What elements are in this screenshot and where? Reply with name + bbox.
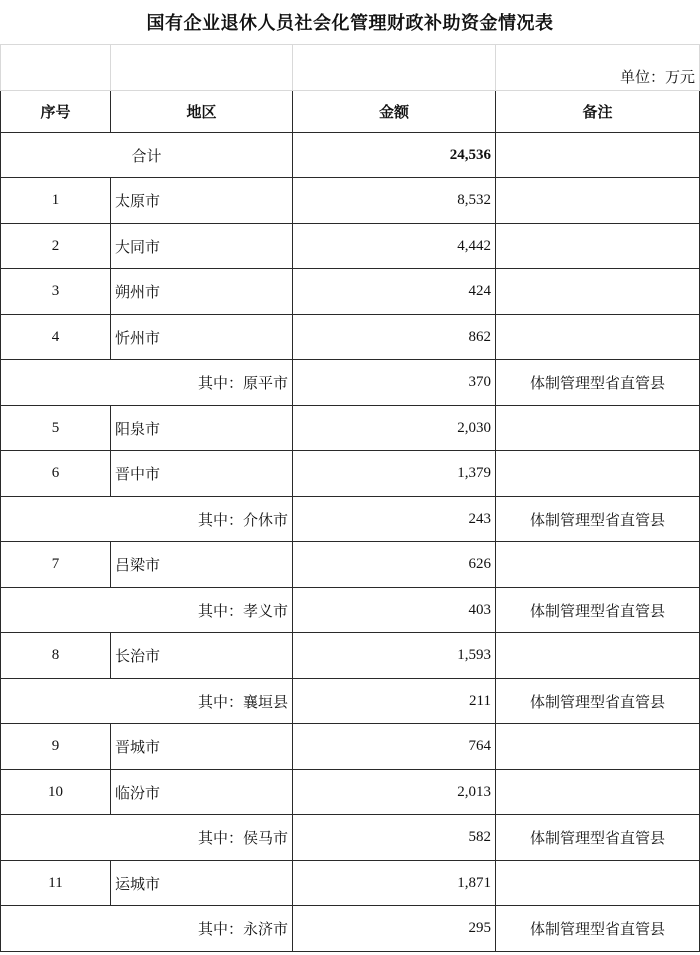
amount-cell[interactable]: 1,593 xyxy=(293,633,496,679)
seq-cell[interactable]: 11 xyxy=(1,861,111,906)
unit-label[interactable]: 单位：万元 xyxy=(496,45,700,91)
note-cell[interactable] xyxy=(496,542,700,588)
amount-cell[interactable]: 295 xyxy=(293,906,496,952)
city-row xyxy=(1,451,700,497)
total-row xyxy=(1,133,700,178)
note-cell[interactable] xyxy=(496,451,700,497)
note-cell[interactable]: 体制管理型省直管县 xyxy=(496,588,700,633)
city-row xyxy=(1,224,700,269)
sub-region-cell[interactable]: 其中：襄垣县 xyxy=(1,679,293,724)
city-row xyxy=(1,542,700,588)
note-cell[interactable] xyxy=(496,861,700,906)
amount-cell[interactable]: 626 xyxy=(293,542,496,588)
city-row xyxy=(1,315,700,360)
seq-cell[interactable]: 5 xyxy=(1,406,111,451)
note-cell[interactable] xyxy=(496,224,700,269)
note-cell[interactable]: 体制管理型省直管县 xyxy=(496,497,700,542)
city-row xyxy=(1,770,700,815)
header-note[interactable]: 备注 xyxy=(496,91,700,133)
sub-region-cell[interactable]: 其中：永济市 xyxy=(1,906,293,952)
seq-cell[interactable]: 3 xyxy=(1,269,111,315)
region-cell[interactable]: 阳泉市 xyxy=(111,406,293,451)
amount-cell[interactable]: 403 xyxy=(293,588,496,633)
sub-county-row xyxy=(1,588,700,633)
amount-cell[interactable]: 243 xyxy=(293,497,496,542)
region-cell[interactable]: 大同市 xyxy=(111,224,293,269)
amount-cell[interactable]: 4,442 xyxy=(293,224,496,269)
region-cell[interactable]: 临汾市 xyxy=(111,770,293,815)
note-cell[interactable]: 体制管理型省直管县 xyxy=(496,679,700,724)
empty-cell[interactable] xyxy=(293,45,496,91)
note-cell[interactable]: 体制管理型省直管县 xyxy=(496,360,700,406)
city-row xyxy=(1,269,700,315)
sub-region-cell[interactable]: 其中：原平市 xyxy=(1,360,293,406)
region-cell[interactable]: 忻州市 xyxy=(111,315,293,360)
amount-cell[interactable]: 1,871 xyxy=(293,861,496,906)
amount-cell[interactable]: 424 xyxy=(293,269,496,315)
seq-cell[interactable]: 9 xyxy=(1,724,111,770)
note-cell[interactable] xyxy=(496,770,700,815)
amount-cell[interactable]: 764 xyxy=(293,724,496,770)
note-cell[interactable] xyxy=(496,724,700,770)
sub-region-cell[interactable]: 其中：孝义市 xyxy=(1,588,293,633)
seq-cell[interactable]: 1 xyxy=(1,178,111,224)
sub-county-row xyxy=(1,679,700,724)
note-cell[interactable] xyxy=(496,269,700,315)
city-row xyxy=(1,633,700,679)
amount-cell[interactable]: 1,379 xyxy=(293,451,496,497)
seq-cell[interactable]: 6 xyxy=(1,451,111,497)
region-cell[interactable]: 晋城市 xyxy=(111,724,293,770)
amount-cell[interactable]: 582 xyxy=(293,815,496,861)
sub-region-cell[interactable]: 其中：介休市 xyxy=(1,497,293,542)
seq-cell[interactable]: 4 xyxy=(1,315,111,360)
region-cell[interactable]: 吕梁市 xyxy=(111,542,293,588)
sub-county-row xyxy=(1,360,700,406)
header-seq[interactable]: 序号 xyxy=(1,91,111,133)
sub-county-row xyxy=(1,906,700,952)
amount-cell[interactable]: 370 xyxy=(293,360,496,406)
amount-cell[interactable]: 211 xyxy=(293,679,496,724)
note-cell[interactable] xyxy=(496,315,700,360)
total-note[interactable] xyxy=(496,133,700,178)
seq-cell[interactable]: 10 xyxy=(1,770,111,815)
seq-cell[interactable]: 7 xyxy=(1,542,111,588)
table-title: 国有企业退休人员社会化管理财政补助资金情况表 xyxy=(146,13,554,34)
amount-cell[interactable]: 8,532 xyxy=(293,178,496,224)
region-cell[interactable]: 晋中市 xyxy=(111,451,293,497)
header-row xyxy=(1,91,700,133)
amount-cell[interactable]: 2,030 xyxy=(293,406,496,451)
sub-region-cell[interactable]: 其中：侯马市 xyxy=(1,815,293,861)
amount-cell[interactable]: 2,013 xyxy=(293,770,496,815)
note-cell[interactable] xyxy=(496,633,700,679)
subsidy-table xyxy=(0,44,700,952)
header-amount[interactable]: 金额 xyxy=(293,91,496,133)
region-cell[interactable]: 运城市 xyxy=(111,861,293,906)
region-cell[interactable]: 长治市 xyxy=(111,633,293,679)
note-cell[interactable] xyxy=(496,178,700,224)
city-row xyxy=(1,861,700,906)
total-amount[interactable]: 24,536 xyxy=(293,133,496,178)
unit-row xyxy=(1,45,700,91)
total-label[interactable]: 合计 xyxy=(1,133,293,178)
note-cell[interactable]: 体制管理型省直管县 xyxy=(496,906,700,952)
region-cell[interactable]: 太原市 xyxy=(111,178,293,224)
city-row xyxy=(1,178,700,224)
seq-cell[interactable]: 2 xyxy=(1,224,111,269)
region-cell[interactable]: 朔州市 xyxy=(111,269,293,315)
empty-cell[interactable] xyxy=(1,45,111,91)
city-row xyxy=(1,406,700,451)
title-bar xyxy=(0,0,700,45)
note-cell[interactable] xyxy=(496,406,700,451)
amount-cell[interactable]: 862 xyxy=(293,315,496,360)
header-region[interactable]: 地区 xyxy=(111,91,293,133)
spreadsheet xyxy=(0,44,700,952)
seq-cell[interactable]: 8 xyxy=(1,633,111,679)
sub-county-row xyxy=(1,815,700,861)
note-cell[interactable]: 体制管理型省直管县 xyxy=(496,815,700,861)
city-row xyxy=(1,724,700,770)
empty-cell[interactable] xyxy=(111,45,293,91)
sub-county-row xyxy=(1,497,700,542)
